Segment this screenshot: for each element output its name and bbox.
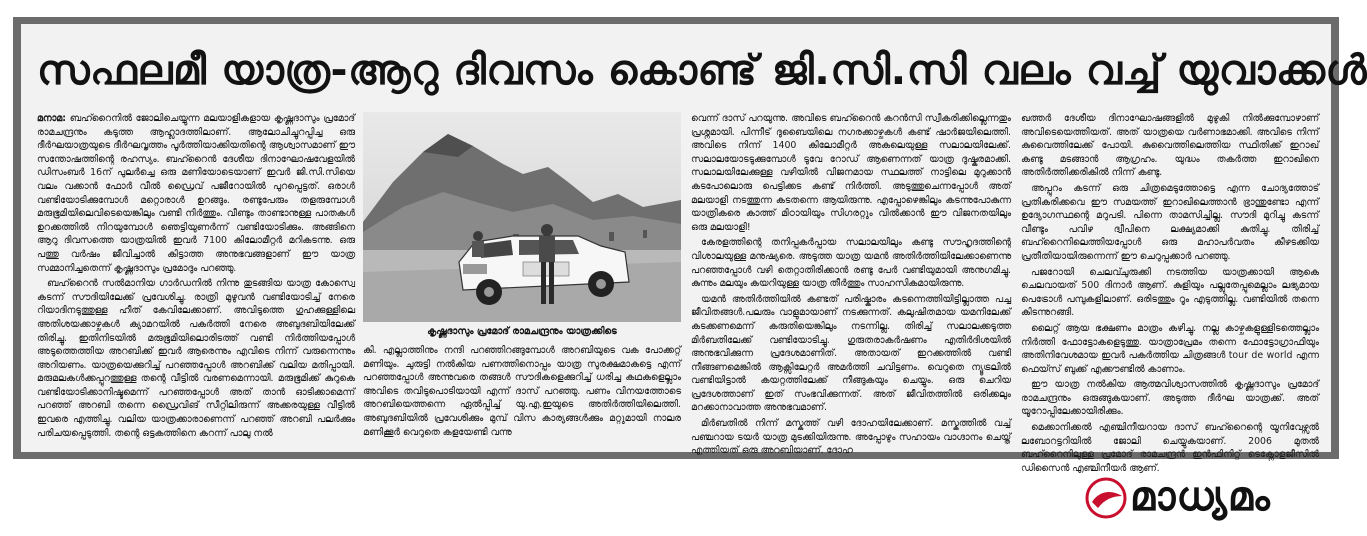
- madhyamam-logo-icon: [1084, 476, 1128, 520]
- paragraph-text: ബഹ്റൈനിൽ ജോലിചെയ്യുന്ന മലയാളികളായ കൃഷ്ണദാസും പ്രമോദ് രാമചന്ദ്രനും കടുത്ത ആഹ്ലാദത്തിലാണ്. ആലോചിച്ചുറപ്പിച്ച ഒരു ദീർഘയാത്രയുടെ ദീർഘവൃത്തം പൂർത്തിയാക്കിയതിന്റെ ആശ്വാസമാണ് ഈ സന്തോഷത്തിന്റെ രഹസ്യം. ബഹ്റൈൻ ദേശീയ ദിനാഘോഷവേളയിൽ ഡിസംബർ 16ന് പുലർച്ചെ ഒരു മണിയോടെയാണ് ഇവർ ജി.സി.സിയെ വലം വക്കാൻ ഫോർ വീൽ ഡ്രൈവ് പജീറോയിൽ പുറപ്പെട്ടത്. ഒരാൾ വണ്ടിയോടിക്കുമ്പോൾ മറ്റൊരാൾ ഉറങ്ങും. രണ്ടുപേരും തളരുമ്പോൾ മരുഭൂമിയിലെവിടെയെങ്കിലും വണ്ടി നിർത്തും. വീണ്ടും താണ്ടാനുള്ള പാതകൾ ഉറക്കത്തിൽ നിറയുമ്പോൾ ഞെട്ടിയുണർന്ന് വണ്ടിയോടിക്കും. അങ്ങിനെ ആറു ദിവസത്തെ യാത്രയിൽ ഇവർ 7100 കിലോമീറ്റർ മറികടന്നു. ഒരു പത്തു വർഷം ജീവിച്ചാൽ കിട്ടാത്ത അനുഭവങ്ങളാണ് ഈ യാത്ര സമ്മാനിച്ചതെന്ന് കൃഷ്ണദാസും പ്രമോദും പറഞ്ഞു.: [37, 113, 355, 274]
- article-column-1: [37, 112, 355, 448]
- article-column-4: [1021, 112, 1319, 474]
- article-column-3: [691, 112, 1011, 457]
- paragraph: മിർബതിൽ നിന്ന് മസ്കത്ത് വഴി ദോഹയിലേക്കാണ്. മസ്കത്തിൽ വച്ച് പഞ്ചറായ ടയർ യാത്ര മുടക്കിയിരുന്നു. അപ്പോഴും സഹായം വാഗ്ദാനം ചെയ്ത് എത്തിയത് ഒരു അറബിയാണ്. ദോഹ: [691, 418, 1011, 457]
- paragraph: ഖത്തർ ദേശീയ ദിനാഘോഷങ്ങളിൽ മുഴുകി നിൽക്കുമ്പോഴാണ് അവിടെയെത്തിയത്. അത് യാത്രയെ വർണാഭമാക്കി. അവിടെ നിന്ന് കുവൈത്തിലേക്ക് പോയി. കുവൈത്തിലെത്തിയ സ്ഥിതിക്ക് ഇറാഖ് കണ്ടു മടങ്ങാൻ ആഗ്രഹം. യുദ്ധം തകർത്ത ഇറാഖിനെ അതിർത്തിക്കരികിൽ നിന്ന് കണ്ടു.: [1021, 113, 1319, 179]
- photo-caption: കൃഷ്ണദാസും പ്രമോദ് രാമചന്ദ്രനും യാത്രക്കിടെ: [427, 326, 617, 337]
- newspaper-clipping: [21, 24, 1367, 474]
- article-column-2: [363, 344, 681, 448]
- article-photo: [363, 112, 681, 322]
- paragraph: [37, 112, 355, 275]
- logo-text: മാധ്യമം: [1130, 474, 1271, 520]
- paragraph: യമൻ അതിർത്തിയിൽ കണ്ടത് പരിഷ്കാരം കടന്നെത്തിയിട്ടില്ലാത്ത പച്ച ജീവിതങ്ങൾ.പലരും വാളുമായാണ് നടക്കുന്നത്. കലുഷിതമായ യമനിലേക്ക് കടക്കണമെന്ന് കരുതിയെങ്കിലും നടന്നില്ല. തിരിച്ച് സലാലക്കടുത്ത മിർബതിലേക്ക് വണ്ടിയോടിച്ചു. ഗുരുതരാകർഷണം എതിർദിശയിൽ അനുഭവിക്കുന്ന പ്രദേശമാണിത്. അതായത് ഇറക്കത്തിൽ വണ്ടി നീങ്ങണമെങ്കിൽ ആക്സിലേറ്റർ അമർത്തി ചവിട്ടണം. വെറുതെ ന്യൂട്രലിൽ വണ്ടിയിട്ടാൽ കയറ്റത്തിലേക്ക് നീങ്ങുകയും ചെയ്യും. ഒരു ചെറിയ പ്രദേശത്താണ് ഇത് സംഭവിക്കുന്നത്. അത് ജീവിതത്തിൽ ഒരിക്കലും മറക്കാനാവാത്ത അനുഭവമാണ്.: [691, 293, 1011, 414]
- clipping-frame: [13, 17, 1367, 474]
- paragraph: അപ്പുറം കടന്ന് ഒരു ചിത്രമെടുത്തോട്ടെ എന്ന ചോദ്യത്തോട് പ്രതികരിക്കവെ ഈ സമയത്ത് ഇറാഖിലെത്താൻ ഭ്രാന്തുണ്ടോ എന്ന് ഉദ്യോഗസ്ഥന്റെ മറുപടി. പിന്നെ താമസിച്ചില്ല. സൗദി മുറിച്ചു കടന്ന് വീണ്ടും പവിഴ ദ്വീപിനെ ലക്ഷ്യമാക്കി കുതിച്ചു. തിരിച്ച് ബഹ്റൈനിലെത്തിയപ്പോൾ ഒരു മഹാപർവതം കീഴടക്കിയ പ്രതീതിയായിരുന്നെന്ന് ഈ ചെറുപ്പക്കാർ പറഞ്ഞു.: [1021, 182, 1319, 262]
- article-headline: സഫലമീ യാത്ര-ആറു ദിവസം കൊണ്ട് ജി.സി.സി വലം വച്ച് യുവാക്കൾ: [37, 46, 1367, 94]
- paragraph: മെക്കാനിക്കൽ എഞ്ചിനീയറായ ദാസ് ബഹ്റൈന്റെ യൂനിവേഴ്സൽ ലബോറട്ടറിയിൽ ജോലി ചെയ്യുകയാണ്. 2006 മുതൽ ബഹ്റൈനിലുള്ള പ്രമോദ് രാമചന്ദ്രൻ ഇൻഫിനിറ്റ് ടെക്നോളജീസിൽ ഡിസൈൻ എഞ്ചിനീയർ ആണ്.: [1021, 422, 1319, 474]
- paragraph: ലൈറ്റ് ആയ ഭക്ഷണം മാത്രം കഴിച്ചു. നല്ല കാഴ്ചകളുള്ളിടത്തെല്ലാം നിർത്തി ഫോട്ടോകളെടുത്തു. യാത്രാപ്രേമം തന്നെ ഫോട്ടോഗ്രാഫിയും അതിനിവേശമായ ഇവർ പകർത്തിയ ചിത്രങ്ങൾ tour de world എന്ന ഫെയ്സ് ബുക്ക് എക്കൗണ്ടിൽ കാണാം.: [1021, 322, 1319, 375]
- paragraph: പജറോയി ചെലവ്ചുരുക്കി നടത്തിയ യാത്രക്കായി ആകെ ചെലവായത് 500 ദിനാർ ആണ്. കുളിയും പല്ലുതേപ്പുമെല്ലാം ലഭ്യമായ പെട്രോൾ പമ്പുകളിലാണ്. ഒരിടത്തും റൂം എടുത്തില്ല. വണ്ടിയിൽ തന്നെ കിടന്നുറങ്ങി.: [1021, 266, 1319, 319]
- dateline: മനാമ:: [37, 113, 66, 124]
- madhyamam-logo: [1084, 466, 1342, 528]
- paragraph: ഈ യാത്ര നൽകിയ ആത്മവിശ്വാസത്തിൽ കൃഷ്ണദാസും പ്രമോദ് രാമചന്ദ്രനും ഒരുങ്ങുകയാണ്. അടുത്ത ദീർഘ യാത്രക്ക്. അത് യൂറോപ്പിലേക്കായിരിക്കും.: [1021, 379, 1319, 418]
- paragraph: വെന്ന് ദാസ് പറയുന്നു. അവിടെ ബഹ്റൈൻ കറൻസി സ്വീകരിക്കില്ലെന്നതും പ്രശ്നമായി. പിന്നീട് ദുബൈയിലെ നഗരക്കാഴ്ചകൾ കണ്ട് ഷാർജയിലെത്തി. അവിടെ നിന്ന് 1400 കിലോമീറ്റർ അകലെയുള്ള സലാലയിലേക്ക്. സലാലയോടടുക്കുമ്പോൾ ടുവേ റോഡ് ആണെന്നത് യാത്ര ദുഷ്കരമാക്കി. സലാലയിലേക്കുള്ള വഴിയിൽ വിജനമായ സ്ഥലത്ത് നാട്ടിലെ മുറുക്കാൻ കടപോലൊരു പെട്ടിക്കട കണ്ട് നിർത്തി. അടുത്തുചെന്നപ്പോൾ അത് മലയാളി നടത്തുന്ന കടതന്നെ ആയിരുന്നു. എപ്പോഴെങ്കിലും കടന്നുപോകുന്ന യാത്രികരെ കാത്ത് മിഠായിയും സിഗരറ്റും വിൽക്കാൻ ഈ വിജനതയിലും ഒരു മലയാളി!: [691, 113, 1011, 233]
- paragraph: ബഹ്റൈൻ സൽമാനിയ ഗാർഡനിൽ നിന്നു തുടങ്ങിയ യാത്ര കോസ്വെ കടന്ന് സൗദിയിലേക്ക് പ്രവേശിച്ചു. രാത്രി മുഴുവൻ വണ്ടിയോടിച്ച് നേരെ റിയാദിനടുത്തുള്ള ഹീത് കേവിലേക്കാണ്. അവിടുത്തെ ഗുഹക്കുള്ളിലെ അതിശയക്കാഴ്ചകൾ ക്യാമറയിൽ പകർത്തി നേരെ അബുദബിയിലേക്ക് തിരിച്ചു. ഇതിനിടയിൽ മരുഭൂമിയിലൊരിടത്ത് വണ്ടി നിർത്തിയപ്പോൾ അടുത്തെത്തിയ അറബിക്ക് ഇവർ ആരെന്നും എവിടെ നിന്ന് വരുന്നെന്നും അറിയണം. യാത്രയെക്കുറിച്ച് പറഞ്ഞപ്പോൾ അറബിക്ക് വലിയ മതിപ്പായി. മരുമലകൾക്കപ്പുറത്തുള്ള തന്റെ വീട്ടിൽ വരണമെന്നായി. മരുഭൂമിക്ക് കുറുകെ വണ്ടിയോടിക്കാനിഷ്ടമെന്ന് പറഞ്ഞപ്പോൾ അത് താൻ ഓടിക്കാമെന്ന് പറഞ്ഞ് അറബി തന്നെ ഡ്രൈവിങ് സീറ്റിലിരുന്ന് അക്കരയുള്ള വീട്ടിൽ ഇവരെ എത്തിച്ചു. വലിയ യാത്രക്കാരാണെന്ന് പറഞ്ഞ് അറബി പലർക്കും പരിചയപ്പെടുത്തി. തന്റെ ഒട്ടകത്തിനെ കറന്ന് പാലു നൽ: [37, 278, 355, 439]
- paragraph: കി. എല്ലാത്തിനും നന്ദി പറഞ്ഞിറങ്ങുമ്പോൾ അറബിയുടെ വക പോക്കറ്റ് മണിയും. ചുരുട്ടി നൽകിയ പണത്തിനൊപ്പം യാത്ര സുരക്ഷമാകട്ടെ എന്ന് പറഞ്ഞപ്പോൾ അന്നുവരെ തങ്ങൾ സൗദികളെക്കുറിച്ച് ധരിച്ച കഥകളെല്ലാം അവിടെ തവിടുപൊടിയായി എന്ന് ദാസ് പറഞ്ഞു. പണം വിനയത്തോടെ അറബിയെത്തന്നെ ഏൽപ്പിച്ച് യു.എ.ഇയുടെ അതിർത്തിയിലെത്തി. അബുദബിയിൽ പ്രവേശിക്കും മുമ്പ് വിസ കാര്യങ്ങൾക്കും മറ്റുമായി നാലര മണിക്കൂർ വെറുതെ കളയേണ്ടി വന്നു: [363, 345, 681, 438]
- paragraph: കേരളത്തിന്റെ തനിപ്പകർപ്പായ സലാലയിലും കണ്ടു സൗഹൃദത്തിന്റെ വിശാലയുള്ള മനുഷ്യരെ. അടുത്ത യാത്ര യമൻ അതിർത്തിയിലേക്കാണെന്നു പറഞ്ഞപ്പോൾ വഴി തെറ്റാതിരിക്കാൻ രണ്ടു പേർ വണ്ടിയുമായി അനുഗമിച്ചു. കുന്നും മലയും കയറിയുള്ള യാത്ര തീർത്തും സാഹസികമായിരുന്നു.: [691, 237, 1011, 290]
